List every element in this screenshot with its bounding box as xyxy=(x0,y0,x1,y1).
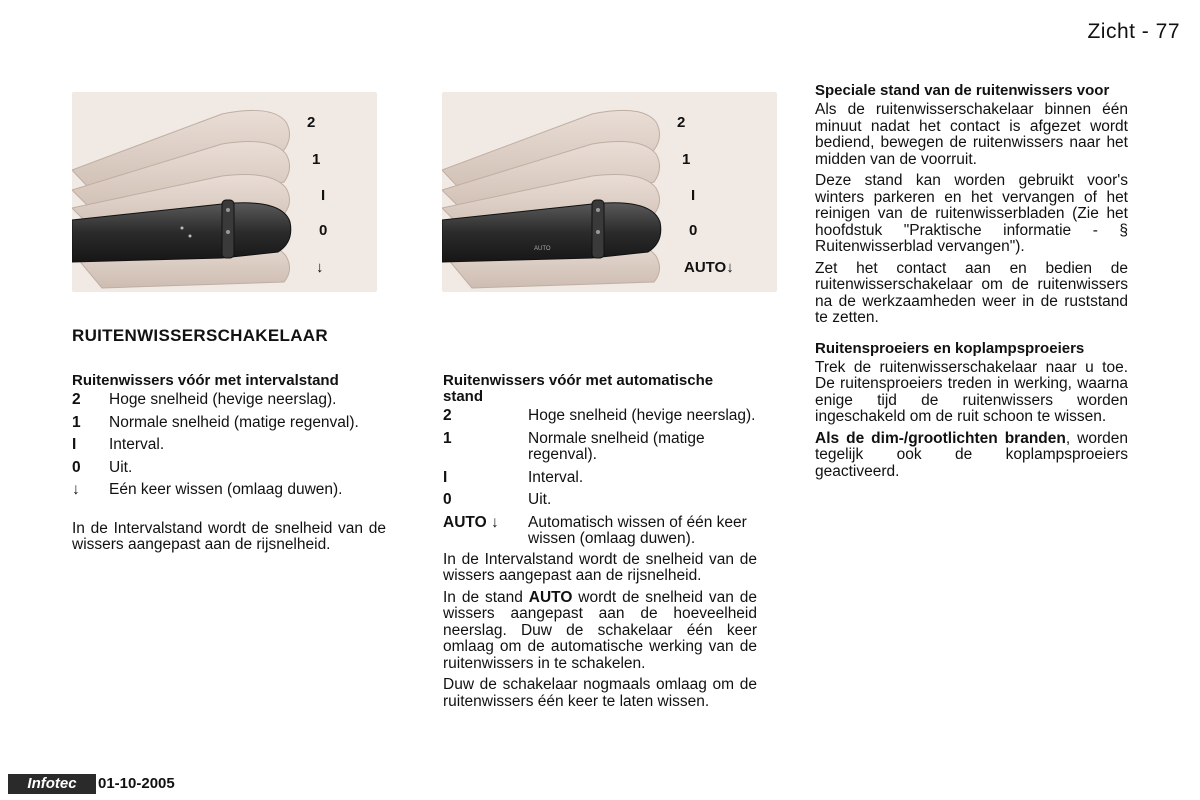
position-label-interval: I xyxy=(321,187,326,204)
paragraph: Als de dim-/grootlichten branden, worden tegelijk ook de koplampsproeiers geactiveerd. xyxy=(815,429,1128,480)
list-item xyxy=(443,515,757,548)
list-item-key: 2 xyxy=(72,391,81,408)
list-item-key: 1 xyxy=(443,429,452,447)
list-item-value: Interval. xyxy=(528,468,584,486)
column-3 xyxy=(815,83,1128,480)
paragraph: Trek de ruitenwisserschakelaar naar u toe. De ruitensproeiers treden in werking, waarna enige tijd de ruitenwissers worden ingeschakeld om de ruit schoon te wissen. xyxy=(815,358,1128,425)
position-label-auto: AUTO↓ xyxy=(684,259,734,276)
stalk-auto-marking: AUTO xyxy=(534,246,551,252)
list-item-value: Interval. xyxy=(109,436,165,453)
paragraph: Zet het contact aan en bedien de ruitenwisserschakelaar om de ruitenwissers na de werkzaamheden weer in de ruststand te zetten. xyxy=(815,259,1128,326)
infotec-logo: Infotec xyxy=(8,774,96,794)
list-item-value: Uit. xyxy=(528,491,552,508)
position-label-0: 0 xyxy=(319,222,328,239)
paragraph: In de stand AUTO wordt de snelheid van de wissers aangepast aan de hoeveelheid neerslag. Duw de schakelaar één keer omlaag om de automatische werking van de ruitenwissers in te schakelen. xyxy=(443,588,757,672)
list-item-value: Normale snelheid (matige regenval). xyxy=(109,413,359,431)
list-item xyxy=(443,470,757,487)
list-item-value: Hoge snelheid (hevige neerslag). xyxy=(109,391,337,408)
list-item-key: 0 xyxy=(443,491,452,508)
list-item xyxy=(72,460,386,477)
page-number-header: Zicht - 77 xyxy=(1087,20,1180,43)
subsection-title: Ruitenwissers vóór met automatische stand xyxy=(443,372,714,405)
position-label-2: 2 xyxy=(307,114,316,131)
paragraph: Duw de schakelaar nogmaals omlaag om de ruitenwissers één keer te laten wissen. xyxy=(443,676,757,710)
list-item xyxy=(72,392,386,409)
list-item-key: 1 xyxy=(72,413,81,431)
paragraph: Als de ruitenwisserschakelaar binnen één minuut nadat het contact is afgezet wordt bediend, bewegen de ruitenwissers naar het midden van de voorruit. xyxy=(815,101,1128,168)
list-item-key: 2 xyxy=(443,407,452,424)
subsection-title: Ruitenwissers vóór met intervalstand xyxy=(72,372,339,389)
list-item xyxy=(72,437,386,454)
wiper-stalk-illustration xyxy=(72,92,377,292)
subsection-title: Speciale stand van de ruitenwissers voor xyxy=(815,82,1110,99)
list-item-key: I xyxy=(72,436,77,453)
position-label-interval: I xyxy=(691,187,696,204)
position-label-1: 1 xyxy=(312,151,321,168)
section-title: RUITENWISSERSCHAKELAAR xyxy=(72,326,328,345)
column-1 xyxy=(72,326,386,554)
footer-date: 01-10-2005 xyxy=(98,775,175,792)
paragraph: In de Intervalstand wordt de snelheid van de wissers aangepast aan de rijsnelheid. xyxy=(72,519,386,553)
subsection-title: Ruitensproeiers en koplampsproeiers xyxy=(815,339,1085,357)
position-label-1: 1 xyxy=(682,151,691,168)
list-item-value: Hoge snelheid (hevige neerslag). xyxy=(528,407,756,424)
list-item xyxy=(443,431,757,464)
list-item-value: Normale snelheid (matige regenval). xyxy=(528,429,705,463)
column-2 xyxy=(443,373,757,710)
list-item xyxy=(443,408,757,425)
list-item-value: Uit. xyxy=(109,458,133,476)
list-item-value: Eén keer wissen (omlaag duwen). xyxy=(109,481,343,498)
list-item-key: 0 xyxy=(72,458,81,476)
position-label-2: 2 xyxy=(677,114,686,131)
list-item-key: I xyxy=(443,468,448,486)
list-item-value: Automatisch wissen of één keer wissen (omlaag duwen). xyxy=(528,513,747,547)
paragraph: Deze stand kan worden gebruikt voor's winters parkeren en het vervangen of het reinigen van de ruitenwisserbladen (Zie het hoofdstuk "Praktische informatie - § Ruitenwisserblad vervangen"). xyxy=(815,172,1128,255)
wiper-stalk-auto-illustration xyxy=(442,92,777,292)
position-label-0: 0 xyxy=(689,222,698,239)
list-item-key: ↓ xyxy=(72,481,80,498)
position-label-down: ↓ xyxy=(316,259,324,276)
list-item xyxy=(72,482,386,499)
list-item-key: AUTO ↓ xyxy=(443,513,499,531)
paragraph: In de Intervalstand wordt de snelheid van de wissers aangepast aan de rijsnelheid. xyxy=(443,550,757,584)
list-item xyxy=(72,415,386,432)
list-item xyxy=(443,492,757,509)
